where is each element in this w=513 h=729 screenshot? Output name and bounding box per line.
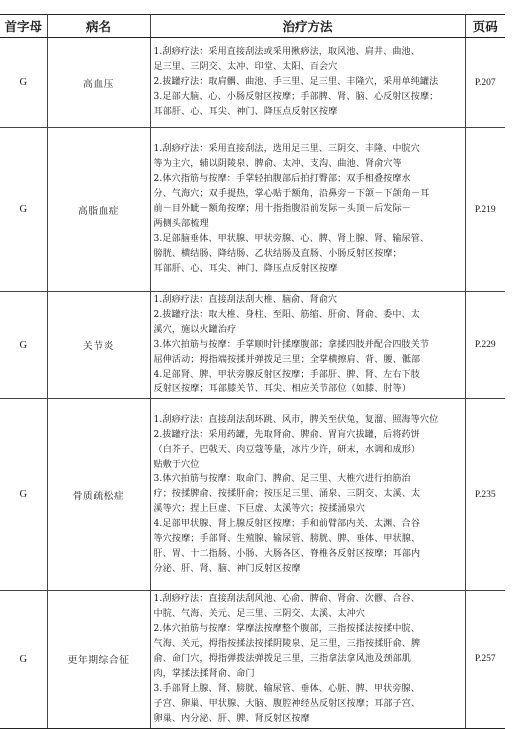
table-body [0, 38, 505, 729]
treatment-line: 3.体穴拍筋与按摩：取命门、脾俞、足三里、大椎穴进行拍筋治 [153, 474, 411, 485]
row-page-number: P.229 [465, 292, 505, 399]
treatment-line: 两侧头部梳理 [153, 218, 209, 229]
treatment-line: 3.足部大脑、心、小肠反射区按摩；手部脾、肾、脑、心反射区按摩； [153, 91, 439, 102]
row-initial: G [0, 292, 47, 399]
treatment-line: 3.手部肾上腺、肾、膀胱、输尿管、垂体、心脏、脾、甲状旁腺、 [153, 683, 420, 694]
row-treatment-method [150, 128, 465, 292]
treatment-line: 2.拔罐疗法：采用药罐，先取肾俞、脾俞、胃肓穴拔罐，后将药饼 [153, 429, 420, 440]
row-disease-name: 关节炎 [47, 292, 150, 399]
header-page-number: 页码 [465, 15, 505, 38]
row-treatment-method [150, 591, 465, 728]
row-page-number: P.235 [465, 399, 505, 591]
treatment-line: 2.体穴指筋与按摩：手掌轻拍腹部后拍打臀部；双手相叠按摩水 [153, 174, 411, 185]
treatment-line: 1.刮痧疗法：直接刮法刮大椎、脑俞、肾俞穴 [153, 295, 338, 305]
treatment-line: 贴敷于穴位 [153, 459, 200, 470]
treatment-line: 反射区按摩；耳部膝关节、耳尖、相应关节部位（如膝、肘等） [153, 384, 412, 395]
treatment-line: 疗；按揉脾俞、按揉肝俞；按压足三里、涌泉、三阴交、太溪、太 [153, 489, 421, 500]
table-row [0, 591, 505, 728]
treatment-line: 4.足部肾、脾、甲状旁腺反射区按摩；手部肝、脾、肾、左右下肢 [153, 369, 420, 380]
treatment-line: 分泌、肝、肾、脑、神门反射区按摩 [153, 563, 301, 574]
treatment-line: 3.体穴拍筋与按摩：手掌顺时针揉摩腹部；拿揉四肢并配合四肢关节 [153, 339, 430, 350]
table-header-row [0, 15, 505, 38]
treatment-line: 屈伸活动；拇指端按揉并弹拨足三里；全掌横擦肩、背、腰、骶部 [153, 354, 421, 365]
treatment-line: 等穴按摩；手部肾、生殖腺、输尿管、膀胱、脾、垂体、甲状腺、 [153, 534, 421, 545]
treatment-line: 俞、命门穴，拇指弹拨法弹拨足三里，三指拿法拿风池及颈部肌 [153, 653, 412, 664]
treatment-line: 肝、胃、十二指肠、小肠、大肠各区、脊椎各反射区按摩；耳部内 [153, 549, 421, 560]
row-treatment-method [150, 399, 465, 591]
treatment-line: 肉，掌揉法揉肾俞、命门 [153, 668, 255, 679]
table-row [0, 38, 505, 128]
row-initial: G [0, 591, 47, 728]
treatment-table [0, 14, 505, 729]
table-row [0, 128, 505, 292]
treatment-line: 足三里、三阴交、太冲、印堂、太阳、百会穴 [153, 62, 338, 73]
header-initial: 首字母 [0, 15, 47, 38]
treatment-line: 溪等穴；捏上巨虚、下巨虚、太溪等穴；按揉涌泉穴 [153, 504, 366, 515]
treatment-line: 4.足部甲状腺、肾上腺反射区按摩；手和前臂部内关、太渊、合谷 [153, 519, 420, 530]
treatment-line: 1.刮痧疗法：采用直接刮法，选用足三里、三阴交、丰隆、中脘穴 [153, 144, 420, 155]
treatment-line: 耳部肝、心、耳尖、神门、降压点反射区按摩 [153, 106, 338, 117]
treatment-line: 膀胱、横结肠、降结肠、乙状结肠及直肠、小肠反射区按摩； [153, 248, 402, 259]
treatment-line: （白芥子、巴戟天、肉豆蔻等量，冰片少许，研末，水调和成形） [153, 444, 421, 455]
treatment-line: 1.刮痧疗法：直接刮法刮环跳、风市，脾关至伏兔，复溜、照海等穴位 [153, 414, 439, 425]
treatment-line: 卵巢、内分泌、肝、脾、肾反射区按摩 [153, 713, 310, 724]
treatment-line: 溪穴，施以火罐治疗 [153, 324, 237, 335]
row-page-number: P.257 [465, 591, 505, 728]
treatment-line: 分、气海穴；双手提热，掌心贴于额角，沿鼻旁－下颌－下颌角－耳 [153, 189, 430, 200]
treatment-line: 等为主穴，辅以阴陵泉、脾俞、太冲、支沟、曲池、肾俞穴等 [153, 159, 402, 170]
row-disease-name: 高脂血症 [47, 128, 150, 292]
row-treatment-method [150, 38, 465, 128]
row-initial: G [0, 38, 47, 128]
treatment-line: 2.体穴拍筋与按摩：掌摩法按摩整个腹部，三指按揉法按揉中脘、 [153, 624, 420, 635]
treatment-line: 耳部肝、心、耳尖、神门、降压点反射区按摩 [153, 263, 338, 274]
treatment-line: 3.足部脑垂体、甲状腺、甲状旁腺、心、脾、肾上腺、肾、输尿管、 [153, 233, 430, 244]
treatment-line: 2.拔罐疗法：取肩髃、曲池、手三里、足三里、丰隆穴，采用单纯罐法 [153, 77, 439, 88]
table-row [0, 399, 505, 591]
header-treatment-method: 治疗方法 [150, 15, 465, 38]
treatment-line: 气海、关元，拇指按揉法按揉阴陵泉、足三里，三指按揉肝俞、脾 [153, 639, 421, 650]
treatment-line: 1.刮痧疗法：直接刮法刮风池、心俞、脾俞、肾俞、次髎、合谷、 [153, 594, 420, 605]
row-page-number: P.207 [465, 38, 505, 128]
treatment-line: 2.拔罐疗法：取大椎、身柱、至阳、筋缩、肝俞、肾俞、委中、太 [153, 309, 420, 320]
treatment-line: 子宫、卵巢、甲状腺、大脑、腹腔神经丛反射区按摩；耳部子宫、 [153, 698, 421, 709]
row-treatment-method [150, 292, 465, 399]
row-disease-name: 更年期综合征 [47, 591, 150, 728]
header-disease-name: 病名 [47, 15, 150, 38]
row-initial: G [0, 128, 47, 292]
row-disease-name: 骨质疏松症 [47, 399, 150, 591]
table-row [0, 292, 505, 399]
row-page-number: P.219 [465, 128, 505, 292]
row-initial: G [0, 399, 47, 591]
row-disease-name: 高血压 [47, 38, 150, 128]
treatment-line: 中脘、气海、关元、足三里、三阴交、太溪、太冲穴 [153, 609, 366, 620]
treatment-line: 前－目外眦－额角按摩；用十指指腹沿前发际－头顶－后发际－ [153, 204, 412, 215]
treatment-line: 1.刮痧疗法：采用直接刮法或采用揪痧法，取风池、肩井、曲池、 [153, 47, 420, 58]
